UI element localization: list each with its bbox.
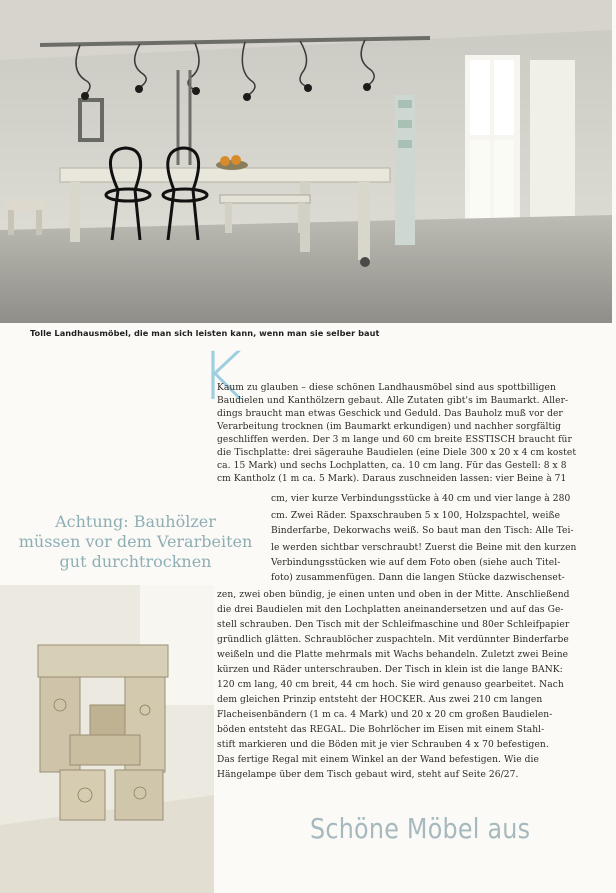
article-line: dings braucht man etwas Geschick und Geduld. Das Bauholz muß vor der <box>217 409 563 419</box>
article-line: kürzen und Räder unterschrauben. Der Tisch in klein ist die lange BANK: <box>217 665 563 675</box>
article-line: Kaum zu glauben – diese schönen Landhausmöbel sind aus spottbilligen <box>217 383 556 393</box>
article-headline: Schöne Möbel aus <box>310 812 531 845</box>
article-line: die drei Baudielen mit den Lochplatten aneinandersetzen und auf das Ge- <box>217 605 564 615</box>
article-line: dem gleichen Prinzip entsteht der HOCKER. Aus zwei 210 cm langen <box>217 695 543 705</box>
article-line: stell schrauben. Den Tisch mit der Schleifmaschine und 80er Schleifpapier <box>217 620 570 630</box>
article-line: cm Kantholz (1 m ca. 5 Mark). Daraus zuschneiden lassen: vier Beine à 71 <box>217 474 567 484</box>
article-line: Hängelampe über dem Tisch gebaut wird, steht auf Seite 26/27. <box>217 770 519 780</box>
pull-quote <box>8 512 263 572</box>
article-line: zen, zwei oben bündig, je einen unten und oben in der Mitte. Anschließend <box>217 590 570 600</box>
pull-quote-line-1: Achtung: Bauhölzer <box>55 512 216 531</box>
dining-room-photo <box>0 0 612 323</box>
article-line: geschliffen werden. Der 3 m lange und 60 cm breite ESSTISCH braucht für <box>217 435 572 445</box>
table-leg-detail-photo <box>0 585 214 893</box>
article-line: gründlich glätten. Schraublöcher zuspachteln. Mit verdünnter Binderfarbe <box>217 635 569 645</box>
article-line: Binderfarbe, Dekorwachs weiß. So baut man den Tisch: Alle Tei- <box>271 526 574 536</box>
article-line: cm. Zwei Räder. Spaxschrauben 5 x 100, Holzspachtel, weiße <box>271 511 561 521</box>
photo-caption: Tolle Landhausmöbel, die man sich leisten kann, wenn man sie selber baut <box>30 328 380 338</box>
article-line: die Tischplatte: drei sägerauhe Baudielen (eine Diele 300 x 20 x 4 cm kostet <box>217 448 577 458</box>
article-line: Das fertige Regal mit einem Winkel an der Wand befestigen. Wie die <box>217 755 539 765</box>
article-line: weißeln und die Platte mehrmals mit Wachs behandeln. Zuletzt zwei Beine <box>217 650 569 660</box>
article-line: 120 cm lang, 40 cm breit, 44 cm hoch. Sie wird genauso gearbeitet. Nach <box>217 680 564 690</box>
article-line: ca. 15 Mark) und sechs Lochplatten, ca. 10 cm lang. Für das Gestell: 8 x 8 <box>217 461 567 471</box>
pull-quote-line-2: müssen vor dem Verarbeiten <box>18 532 253 551</box>
article-line: Flacheisenbändern (1 m ca. 4 Mark) und 20 x 20 cm großen Baudielen- <box>217 710 553 720</box>
article-line: le werden sichtbar verschraubt! Zuerst die Beine mit den kurzen <box>271 543 577 553</box>
article-line: cm, vier kurze Verbindungsstücke à 40 cm und vier lange à 280 <box>271 494 571 504</box>
article-line: stift markieren und die Böden mit je vier Schrauben 4 x 70 befestigen. <box>217 740 549 750</box>
article-line: foto) zusammenfügen. Dann die langen Stücke dazwischenset- <box>271 573 565 583</box>
article-line: Baudielen und Kanthölzern gebaut. Alle Zutaten gibt's im Baumarkt. Aller- <box>217 396 569 406</box>
article-line: Verarbeitung trocknen (im Baumarkt erkundigen) und nachher sorgfältig <box>217 422 562 432</box>
article-line: Verbindungsstücken wie auf dem Foto oben (siehe auch Titel- <box>271 558 561 568</box>
drop-cap-initial: K <box>200 338 244 415</box>
pull-quote-line-3: gut durchtrocknen <box>59 552 212 571</box>
article-line: böden entsteht das REGAL. Die Bohrlöcher im Eisen mit einem Stahl- <box>217 725 545 735</box>
